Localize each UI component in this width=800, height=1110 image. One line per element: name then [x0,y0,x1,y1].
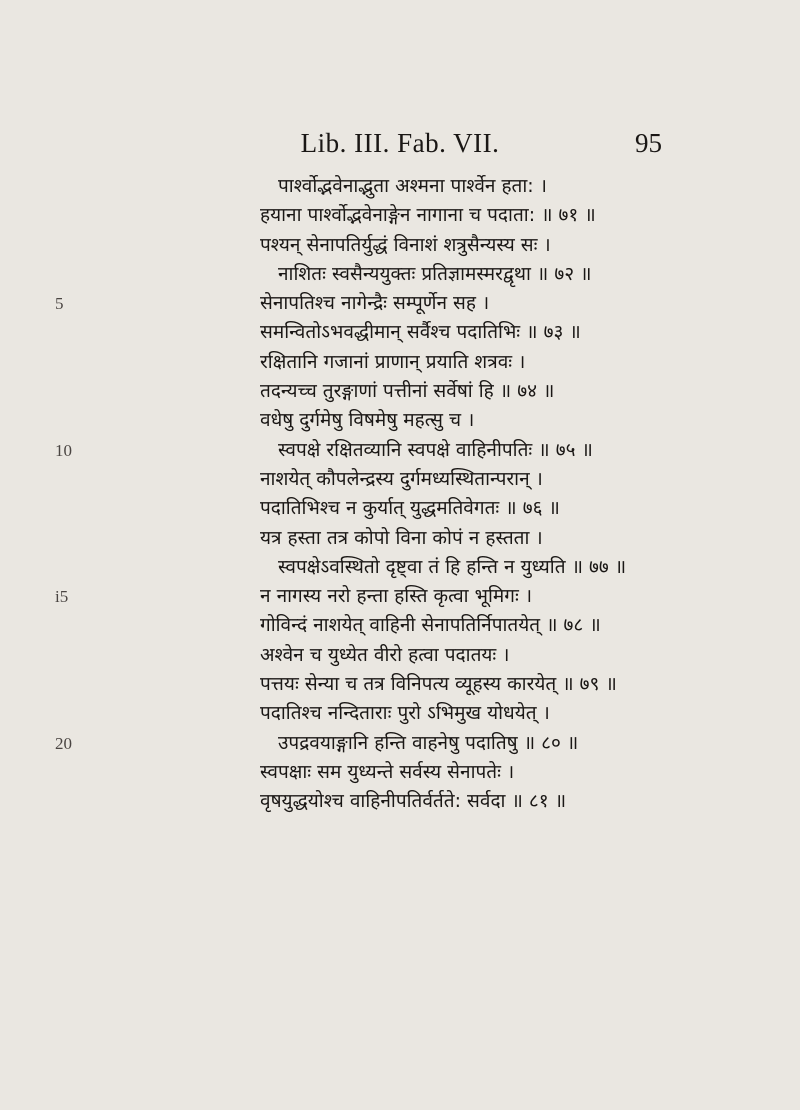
verse-line [0,494,800,523]
verse-line [0,289,800,318]
verse-line-text: सेनापतिश्च नागेन्द्रैः सम्पूर्णेन सह । [260,292,490,315]
verse-line-text: उपद्रवयाङ्गानि हन्ति वाहनेषु पदातिषु ॥ ८० ॥ [278,731,579,754]
verse-line-text: नाशितः स्वसैन्ययुक्तः प्रतिज्ञामस्मरद्वृथा ॥ ७२ ॥ [278,262,592,285]
verse-text [0,172,800,817]
chapter-heading: Lib. III. Fab. VII. [300,128,500,158]
verse-line [0,406,800,435]
verse-line [0,641,800,670]
verse-line-text: अश्वेन च युध्येत वीरो हत्वा पदातयः । [260,643,510,666]
verse-line [0,758,800,787]
verse-line [0,611,800,640]
verse-line [0,787,800,816]
verse-line [0,553,800,582]
verse-line [0,231,800,260]
verse-line [0,318,800,347]
line-number: 5 [55,294,64,314]
verse-line-text: स्वपक्षे रक्षितव्यानि स्वपक्षे वाहिनीपतिः ॥ ७५ ॥ [278,438,593,461]
verse-line [0,260,800,289]
line-number: 20 [55,733,72,753]
line-number: i5 [55,587,69,607]
line-number: 10 [55,440,72,460]
verse-line [0,699,800,728]
verse-line [0,582,800,611]
verse-line [0,670,800,699]
verse-line-text: पदातिश्च नन्दिताराः पुरो ऽभिमुख योधयेत् । [260,702,550,725]
verse-line-text: यत्र हस्ता तत्र कोपो विना कोपं न हस्तता । [260,526,543,549]
verse-line-text: स्वपक्षेऽवस्थितो दृष्ट्वा तं हि हन्ति न युध्यति ॥ ७७ ॥ [278,555,627,578]
verse-line-text: समन्वितोऽभवद्धीमान् सर्वैश्च पदातिभिः ॥ ७३ ॥ [260,321,581,344]
verse-line-text: वधेषु दुर्गमेषु विषमेषु महत्सु च । [260,409,475,432]
verse-line [0,524,800,553]
running-header [0,128,800,168]
verse-line [0,172,800,201]
verse-line-text: गोविन्दं नाशयेत् वाहिनी सेनापतिर्निपातयेत् ॥ ७८ ॥ [260,614,601,637]
verse-line [0,729,800,758]
verse-line-text: वृषयुद्धयोश्च वाहिनीपतिर्वर्तते: सर्वदा ॥ ८१ ॥ [260,790,567,813]
verse-line [0,465,800,494]
verse-line [0,436,800,465]
verse-line-text: स्वपक्षाः सम युध्यन्ते सर्वस्य सेनापतेः । [260,760,515,783]
verse-line-text: रक्षितानि गजानां प्राणान् प्रयाति शत्रवः । [260,350,526,373]
verse-line-text: नाशयेत् कौपलेन्द्रस्य दुर्गमध्यस्थितान्परान् । [260,467,543,490]
verse-line-text: पत्तयः सेन्या च तत्र विनिपत्य व्यूहस्य कारयेत् ॥ ७९ ॥ [260,673,617,696]
verse-line-text: तदन्यच्च तुरङ्गाणां पत्तीनां सर्वेषां हि ॥ ७४ ॥ [260,380,555,403]
verse-line [0,348,800,377]
verse-line [0,377,800,406]
verse-line-text: न नागस्य नरो हन्ता हस्ति कृत्वा भूमिगः । [260,585,533,608]
verse-line-text: पार्श्वोद्भवेनाद्भुता अश्मना पार्श्वेन हता: । [278,175,547,197]
verse-line [0,201,800,230]
verse-line-text: हयाना पार्श्वोद्भवेनाङ्गेन नागाना च पदाता: ॥ ७१ ॥ [260,204,596,227]
verse-line-text: पश्यन् सेनापतिर्युद्धं विनाशं शत्रुसैन्यस्य सः । [260,233,551,256]
page-number: 95 [635,128,662,158]
verse-line-text: पदातिभिश्च न कुर्यात् युद्धमतिवेगतः ॥ ७६ ॥ [260,497,560,520]
